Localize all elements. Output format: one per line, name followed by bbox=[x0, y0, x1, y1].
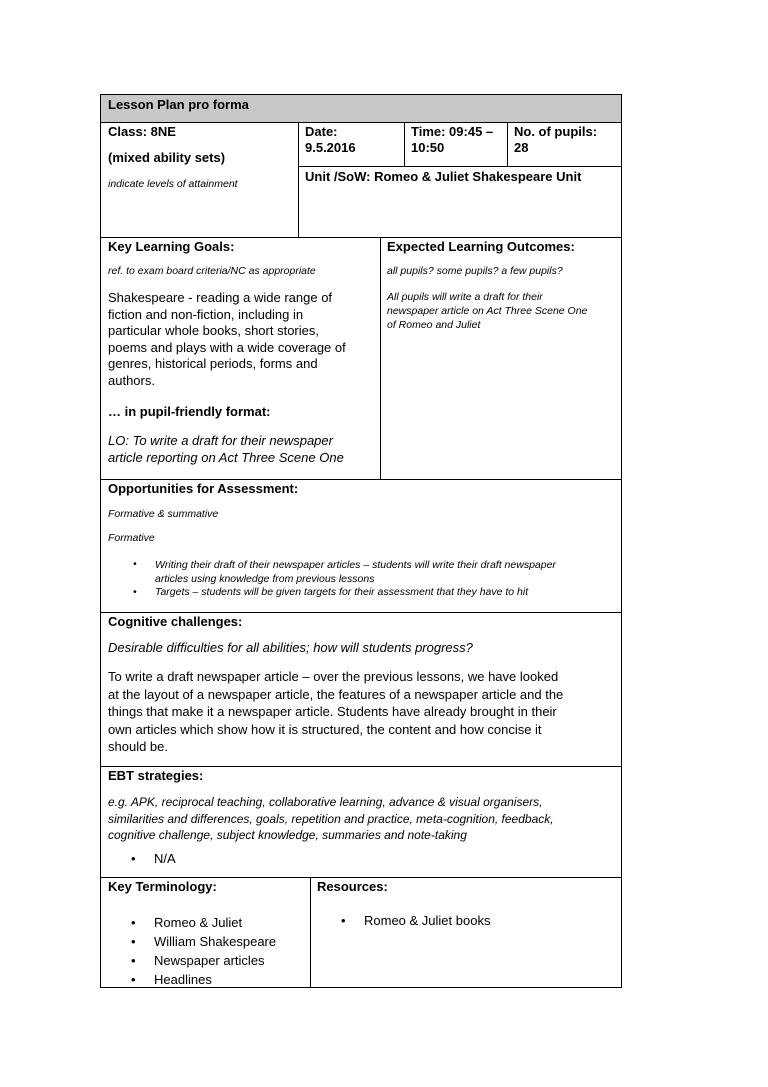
assessment-bullet-text: Targets – students will be given targets for their assessment that they have to hit bbox=[155, 586, 529, 598]
resources-list bbox=[341, 913, 611, 932]
unit-cell bbox=[298, 166, 622, 238]
outcomes-line: of Romeo and Juliet bbox=[387, 319, 481, 331]
cognitive-line: should be. bbox=[108, 739, 168, 754]
pupils-cell bbox=[507, 122, 622, 167]
terminology-item: • Headlines bbox=[131, 972, 212, 987]
attainment-note: indicate levels of attainment bbox=[108, 178, 238, 190]
ebt-line: cognitive challenge, subject knowledge, summaries and note-taking bbox=[108, 828, 467, 842]
key-goals-line: fiction and non-fiction, including in bbox=[108, 306, 304, 322]
form-title: Lesson Plan pro forma bbox=[108, 97, 249, 112]
outcomes-cell bbox=[380, 237, 622, 480]
bullet-icon: • bbox=[131, 915, 136, 930]
class-label: Class: 8NE bbox=[108, 124, 176, 139]
terminology-item: • Romeo & Juliet bbox=[131, 915, 243, 930]
key-goals-cell bbox=[100, 237, 381, 480]
key-goals-line: particular whole books, short stories, bbox=[108, 323, 319, 338]
bullet-icon: • bbox=[131, 972, 136, 987]
cognitive-line: things that make it a newspaper article. Students have already brought in their bbox=[108, 704, 557, 719]
bullet-icon: • bbox=[133, 586, 137, 598]
cognitive-line: To write a draft newspaper article – over the previous lessons, we have looked bbox=[108, 669, 559, 684]
bullet-icon: • bbox=[133, 558, 137, 570]
assessment-bullet-line: Writing their draft of their newspaper articles – students will write their draft newspaper bbox=[155, 559, 556, 571]
key-goals-line: poems and plays with a wide coverage of bbox=[108, 339, 346, 355]
outcomes-sub: all pupils? some pupils? a few pupils? bbox=[387, 265, 563, 277]
bullet-icon: • bbox=[131, 953, 136, 968]
pupils-label: No. of pupils: bbox=[514, 124, 598, 139]
learning-objective bbox=[108, 432, 344, 466]
ebt-heading: EBT strategies: bbox=[108, 768, 204, 783]
terminology-item: • William Shakespeare bbox=[131, 934, 277, 949]
time-cell bbox=[404, 122, 508, 167]
ebt-line: e.g. APK, reciprocal teaching, collaborative learning, advance & visual organisers, bbox=[108, 795, 543, 809]
key-goals-heading: Key Learning Goals: bbox=[108, 239, 235, 254]
unit-label: Unit /SoW: Romeo & Juliet Shakespeare Unit bbox=[305, 169, 582, 184]
resources-cell bbox=[310, 877, 622, 988]
key-goals-body bbox=[108, 290, 346, 389]
ebt-bullet-text: N/A bbox=[154, 851, 176, 866]
date-label: Date: bbox=[305, 124, 338, 139]
ebt-examples bbox=[108, 794, 554, 844]
bullet-icon: • bbox=[131, 851, 136, 866]
time-label: Time: 09:45 – bbox=[411, 124, 494, 139]
cognitive-body bbox=[108, 668, 563, 756]
ebt-line: similarities and differences, goals, repetition and practice, meta-cognition, feedback, bbox=[108, 811, 554, 826]
title-row bbox=[100, 94, 622, 123]
lo-line: article reporting on Act Three Scene One bbox=[108, 450, 344, 465]
resource-item: • Romeo & Juliet books bbox=[341, 913, 491, 928]
key-goals-line: authors. bbox=[108, 372, 155, 388]
time-value: 10:50 bbox=[411, 140, 445, 155]
outcomes-line: All pupils will write a draft for their bbox=[387, 291, 543, 303]
cognitive-line: at the layout of a newspaper article, the features of a newspaper article and the bbox=[108, 686, 564, 702]
cognitive-cell bbox=[100, 612, 622, 767]
cognitive-heading: Cognitive challenges: bbox=[108, 614, 243, 629]
ability-sets: (mixed ability sets) bbox=[108, 150, 226, 165]
pupil-friendly-label: … in pupil-friendly format: bbox=[108, 404, 271, 419]
assessment-sub: Formative & summative bbox=[108, 508, 219, 520]
bullet-icon: • bbox=[131, 934, 136, 949]
terminology-item: • Newspaper articles bbox=[131, 953, 265, 968]
bullet-icon: • bbox=[341, 913, 346, 928]
cognitive-question: Desirable difficulties for all abilities; how will students progress? bbox=[108, 640, 473, 655]
terminology-heading: Key Terminology: bbox=[108, 879, 217, 894]
cognitive-line: own articles which show how it is structured, the content and how concise it bbox=[108, 721, 542, 737]
key-goals-line: Shakespeare - reading a wide range of bbox=[108, 290, 333, 305]
key-goals-line: genres, historical periods, forms and bbox=[108, 356, 318, 371]
pupils-value: 28 bbox=[514, 140, 529, 155]
terminology-cell bbox=[100, 877, 311, 988]
assessment-type: Formative bbox=[108, 532, 155, 544]
assessment-heading: Opportunities for Assessment: bbox=[108, 481, 299, 496]
assessment-cell bbox=[100, 479, 622, 613]
outcomes-heading: Expected Learning Outcomes: bbox=[387, 239, 575, 254]
class-cell bbox=[100, 122, 299, 238]
resources-heading: Resources: bbox=[317, 879, 388, 894]
key-goals-ref: ref. to exam board criteria/NC as appropriate bbox=[108, 265, 316, 277]
date-cell bbox=[298, 122, 405, 167]
outcomes-line: newspaper article on Act Three Scene One bbox=[387, 305, 588, 317]
outcomes-body bbox=[387, 290, 587, 332]
lo-line: LO: To write a draft for their newspaper bbox=[108, 433, 333, 448]
date-value: 9.5.2016 bbox=[305, 140, 356, 155]
assessment-bullet-line: articles using knowledge from previous lessons bbox=[155, 573, 375, 585]
ebt-cell bbox=[100, 766, 622, 878]
terminology-list bbox=[131, 913, 306, 989]
